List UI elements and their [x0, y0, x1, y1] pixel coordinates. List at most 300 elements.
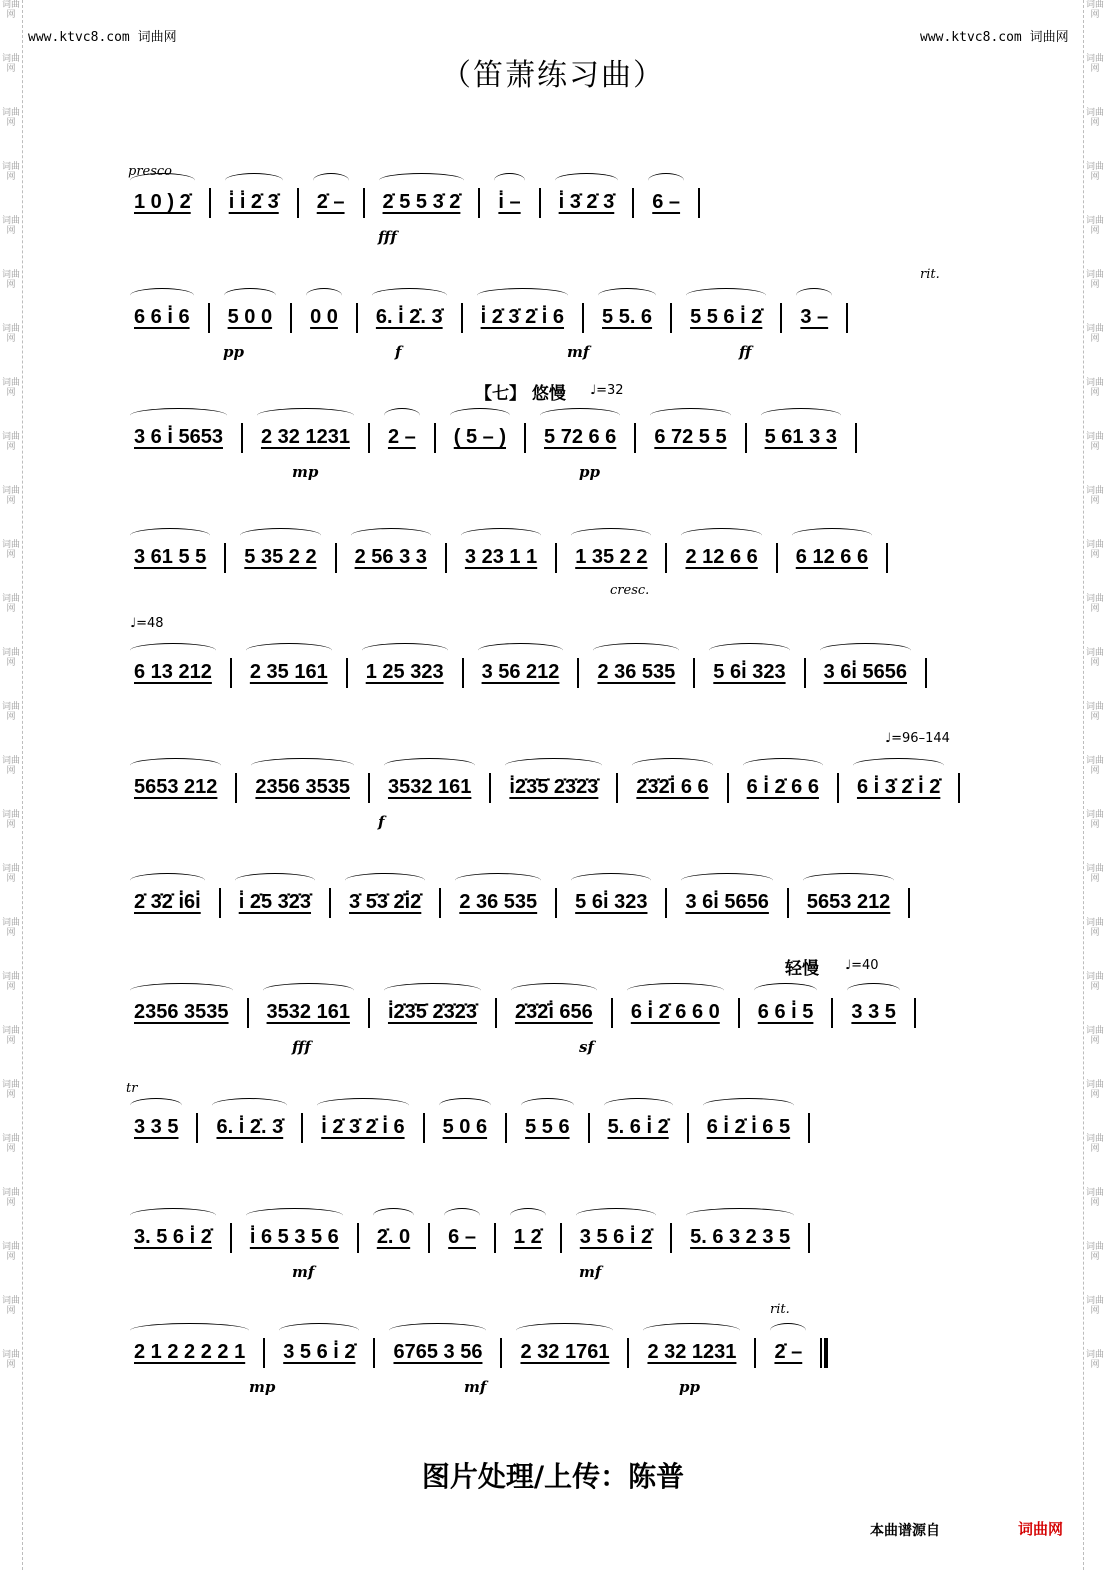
slur — [450, 408, 510, 423]
measure-notes: 2̇3̇2̇i̇ 656 — [514, 1001, 593, 1024]
measure — [230, 546, 330, 569]
notes-row — [120, 303, 1000, 333]
watermark-strip-text: 词曲网 — [1, 432, 20, 452]
slur — [455, 873, 541, 888]
measure — [638, 191, 694, 214]
slur — [709, 643, 789, 658]
barline — [611, 998, 613, 1028]
slur — [439, 1098, 491, 1113]
barline — [219, 888, 221, 918]
slur — [224, 288, 276, 303]
measure-notes: 6 6 i̇ 5 — [757, 1001, 814, 1024]
watermark-strip-text: 词曲网 — [1, 1350, 20, 1370]
barline — [665, 888, 667, 918]
measure-notes: 3 6 i̇ 5653 — [134, 426, 223, 449]
watermark-top-left — [28, 26, 177, 45]
left-watermark-strip — [0, 0, 23, 1570]
measure-notes: 2 12 6 6 — [685, 546, 758, 569]
measure — [296, 306, 352, 329]
notes-row — [120, 188, 1000, 218]
barline — [616, 773, 618, 803]
measure-notes: 3 61 5 5 — [134, 546, 207, 569]
staff-line — [120, 150, 1000, 246]
staff-line — [120, 731, 1000, 831]
watermark-strip-text: 词曲网 — [1, 594, 20, 614]
measure — [120, 191, 205, 214]
measure — [617, 1001, 734, 1024]
dynamic-mark: fff — [292, 1038, 311, 1056]
dynamic-mark: fff — [378, 228, 397, 246]
barline — [439, 888, 441, 918]
measure-notes: 5 35 2 2 — [244, 546, 317, 569]
barline — [241, 423, 243, 453]
watermark-strip-text: 词曲网 — [1085, 378, 1104, 398]
watermark-strip-text: 词曲网 — [1085, 486, 1104, 506]
watermark-strip-text: 词曲网 — [1, 378, 20, 398]
dynamic-mark: f — [378, 813, 385, 831]
measure — [495, 776, 612, 799]
slur — [251, 758, 354, 773]
right-watermark-strip — [1083, 0, 1106, 1570]
slur — [571, 528, 651, 543]
barline — [634, 423, 636, 453]
measure-notes: 2 32 1231 — [647, 1341, 737, 1364]
barline — [524, 423, 526, 453]
measure — [379, 1341, 496, 1364]
measure-notes: 5653 212 — [806, 891, 891, 914]
watermark-strip-text: 词曲网 — [1085, 1080, 1104, 1100]
slur — [345, 873, 425, 888]
measure — [484, 191, 534, 214]
watermark-strip-text: 词曲网 — [1, 324, 20, 344]
measure-notes: 2 – — [387, 426, 416, 449]
measure-notes: 3 – — [800, 306, 829, 329]
measure-notes: 2 35 161 — [249, 661, 328, 684]
measure-notes: 2̇ 5 5 3̇ 2̇ — [382, 191, 461, 214]
measure — [120, 1226, 226, 1249]
measure — [369, 191, 475, 214]
measure — [837, 1001, 909, 1024]
measure — [120, 1116, 192, 1139]
barline — [495, 998, 497, 1028]
measure — [352, 661, 458, 684]
notes-row — [120, 1113, 1000, 1143]
slur — [130, 873, 205, 888]
measure — [362, 306, 457, 329]
slur — [130, 758, 221, 773]
barline — [505, 1113, 507, 1143]
measure-notes: i̇2̇3̇5̇ 2̇3̇2̇3̇ — [387, 1001, 477, 1024]
barline — [687, 1113, 689, 1143]
staff-line — [120, 265, 1000, 361]
slur — [263, 983, 354, 998]
measure-notes: 2 36 535 — [459, 891, 538, 914]
measure-notes: 0 0 — [310, 306, 338, 329]
slur — [212, 1098, 287, 1113]
dynamic-mark: sf — [579, 1038, 594, 1056]
watermark-strip-text: 词曲网 — [1085, 270, 1104, 290]
notes-row — [120, 1338, 1000, 1368]
barline — [808, 1223, 810, 1253]
measure — [247, 426, 364, 449]
notes-row — [120, 888, 1000, 918]
measure-notes: 6 6 i̇ 6 — [134, 306, 190, 329]
watermark-strip-text: 词曲网 — [1085, 810, 1104, 830]
barline — [754, 1338, 756, 1368]
watermark-strip-text: 词曲网 — [1085, 918, 1104, 938]
measure — [253, 1001, 364, 1024]
watermark-strip-text: 词曲网 — [1085, 1242, 1104, 1262]
slur — [632, 758, 712, 773]
measure — [440, 426, 520, 449]
final-barline — [824, 1338, 828, 1368]
barline — [356, 303, 358, 333]
measure-notes: 6 i̇ 2̇ 6 6 0 — [630, 1001, 720, 1024]
watermark-strip-text: 词曲网 — [1, 972, 20, 992]
measure-notes: 3 3 5 — [134, 1116, 179, 1139]
slur — [650, 408, 730, 423]
measure-notes: 2356 3535 — [255, 776, 350, 799]
slur — [754, 983, 818, 998]
measure-notes: 2̇ 3̇2̇ i̇6i̇ — [134, 891, 201, 914]
measure — [202, 1116, 297, 1139]
measure-notes: 5 6i̇ 323 — [713, 661, 786, 684]
slur — [681, 873, 772, 888]
barline — [670, 303, 672, 333]
barline — [462, 658, 464, 688]
measure — [693, 1116, 804, 1139]
barline — [423, 1113, 425, 1143]
notes-row — [120, 423, 1000, 453]
barline — [208, 303, 210, 333]
measure — [588, 306, 666, 329]
barline — [855, 423, 857, 453]
barline — [837, 773, 839, 803]
slur — [246, 643, 332, 658]
slur — [225, 173, 283, 188]
slur — [130, 1098, 182, 1113]
tempo-marking: ♩=40 — [845, 958, 879, 973]
measure — [633, 1341, 750, 1364]
watermark-strip-text: 词曲网 — [1, 1296, 20, 1316]
measure — [561, 891, 661, 914]
measure-notes: 2 32 1231 — [260, 426, 350, 449]
slur — [604, 1098, 673, 1113]
slur — [540, 408, 620, 423]
measure-notes: 3 6i̇ 5656 — [685, 891, 769, 914]
slur — [792, 528, 872, 543]
barline — [693, 658, 695, 688]
measure — [751, 426, 851, 449]
measure-notes: 5 61 3 3 — [764, 426, 837, 449]
measure-notes: 2̇. 0 — [376, 1226, 411, 1249]
slur — [847, 983, 899, 998]
dynamic-mark: mf — [464, 1378, 487, 1396]
measure-notes: 6 13 212 — [134, 661, 212, 684]
barline — [290, 303, 292, 333]
dynamic-mark: mf — [567, 343, 590, 361]
slur — [598, 288, 656, 303]
measure — [120, 1341, 259, 1364]
slur — [681, 528, 761, 543]
slur — [461, 528, 541, 543]
watermark-strip-text: 词曲网 — [1085, 54, 1104, 74]
slur — [511, 983, 597, 998]
measure — [782, 546, 882, 569]
expression-mark: cresc. — [610, 583, 650, 598]
watermark-strip-text: 词曲网 — [1, 648, 20, 668]
barline — [357, 1223, 359, 1253]
measure — [374, 426, 430, 449]
staff-line — [120, 960, 1000, 1056]
slur — [643, 1323, 740, 1338]
watermark-strip-text: 词曲网 — [1085, 0, 1104, 20]
watermark-strip-text: 词曲网 — [1085, 1350, 1104, 1370]
slur — [389, 1323, 486, 1338]
measure-notes: 5 5 6 i̇ 2̇ — [690, 306, 763, 329]
measure — [786, 306, 842, 329]
barline — [434, 423, 436, 453]
slur — [130, 408, 227, 423]
watermark-strip-text: 词曲网 — [1, 918, 20, 938]
slur — [555, 173, 619, 188]
barline — [235, 773, 237, 803]
watermark-strip-text: 词曲网 — [1, 1242, 20, 1262]
expression-mark: rit. — [920, 267, 940, 282]
measure — [241, 776, 364, 799]
watermark-strip-text: 词曲网 — [1085, 702, 1104, 722]
watermark-strip-text: 词曲网 — [1085, 864, 1104, 884]
watermark-strip-text: 词曲网 — [1, 864, 20, 884]
measure — [214, 306, 286, 329]
measure-notes: i̇ – — [498, 191, 521, 214]
measure-notes: 3 56 212 — [481, 661, 560, 684]
measure-notes: 3 6i̇ 5656 — [823, 661, 908, 684]
measure — [120, 546, 220, 569]
measure — [566, 1226, 666, 1249]
measure-notes: 1 2̇ — [513, 1226, 542, 1249]
watermark-strip-text: 词曲网 — [1, 540, 20, 560]
watermark-strip-text: 词曲网 — [1085, 108, 1104, 128]
barline — [224, 543, 226, 573]
barline — [698, 188, 700, 218]
measure-notes: 3 5 6 i̇ 2̇ — [579, 1226, 653, 1249]
section-label: 【七】 悠慢 — [475, 384, 566, 404]
watermark-strip-text: 词曲网 — [1, 1080, 20, 1100]
dynamic-mark: mf — [292, 1263, 315, 1281]
measure — [451, 546, 551, 569]
barline — [368, 423, 370, 453]
barline — [445, 543, 447, 573]
watermark-strip-text: 词曲网 — [1085, 1296, 1104, 1316]
measure-notes: 5. 6 i̇ 2̇ — [607, 1116, 669, 1139]
measure — [622, 776, 722, 799]
watermark-strip-text: 词曲网 — [1085, 648, 1104, 668]
measure — [236, 661, 342, 684]
barline — [588, 1113, 590, 1143]
barline — [958, 773, 960, 803]
barline — [489, 773, 491, 803]
measure-notes: 2356 3535 — [134, 1001, 229, 1024]
measure-notes: 5 0 6 — [442, 1116, 488, 1139]
measure-notes: 2 32 1761 — [520, 1341, 610, 1364]
slur — [257, 408, 354, 423]
notes-row — [120, 543, 1000, 573]
slur — [373, 1208, 414, 1223]
watermark-strip-text: 词曲网 — [1085, 162, 1104, 182]
watermark-top-right — [920, 26, 1069, 45]
slur — [379, 173, 465, 188]
barline — [368, 998, 370, 1028]
barline — [363, 188, 365, 218]
barline — [346, 658, 348, 688]
barline — [831, 998, 833, 1028]
slur — [521, 1098, 573, 1113]
measure — [561, 546, 661, 569]
slur — [510, 1208, 546, 1223]
slur — [516, 1323, 613, 1338]
measure-notes: i̇ i̇ 2̇ 3̇ — [228, 191, 279, 214]
measure-notes: 1 0 ) 2̇ — [134, 191, 191, 214]
measure — [676, 306, 776, 329]
slur — [743, 758, 823, 773]
watermark-site-name: 词曲网 — [1029, 30, 1069, 45]
slur — [313, 173, 349, 188]
barline — [780, 303, 782, 333]
watermark-strip-text: 词曲网 — [1, 1134, 20, 1154]
notes-row — [120, 658, 1000, 688]
slur — [627, 983, 724, 998]
watermark-strip-text: 词曲网 — [1, 1026, 20, 1046]
barline — [247, 998, 249, 1028]
watermark-strip-text: 词曲网 — [1, 0, 20, 20]
watermark-strip-text: 词曲网 — [1085, 594, 1104, 614]
barline — [582, 303, 584, 333]
measure — [374, 1001, 491, 1024]
slur — [130, 643, 216, 658]
barline — [804, 658, 806, 688]
measure-notes: 5 6i̇ 323 — [575, 891, 648, 914]
slur — [820, 643, 911, 658]
measure — [303, 191, 359, 214]
measure-notes: 5 72 6 6 — [544, 426, 617, 449]
dynamic-mark: mf — [579, 1263, 602, 1281]
section-label: 轻慢 — [785, 959, 819, 979]
barline — [373, 1338, 375, 1368]
measure — [236, 1226, 353, 1249]
barline — [820, 1338, 822, 1368]
measure — [733, 776, 833, 799]
watermark-strip-text: 词曲网 — [1085, 432, 1104, 452]
measure-notes: 6 12 6 6 — [795, 546, 869, 569]
barline — [846, 303, 848, 333]
barline — [627, 1338, 629, 1368]
watermark-strip-text: 词曲网 — [1085, 972, 1104, 992]
slur — [571, 873, 651, 888]
barline — [297, 188, 299, 218]
barline — [776, 543, 778, 573]
barline — [494, 1223, 496, 1253]
measure — [215, 191, 293, 214]
barline — [301, 1113, 303, 1143]
slur — [351, 528, 431, 543]
slur — [686, 288, 766, 303]
slur — [362, 643, 448, 658]
measure-notes: 2̇ – — [316, 191, 345, 214]
slur — [384, 408, 420, 423]
measure — [335, 891, 435, 914]
watermark-strip-text: 词曲网 — [1085, 1134, 1104, 1154]
watermark-site-name: 词曲网 — [137, 30, 177, 45]
slur — [444, 1208, 480, 1223]
measure — [468, 661, 574, 684]
tempo-marking: ♩=48 — [130, 616, 164, 631]
staff-line — [120, 505, 1000, 601]
slur — [130, 983, 233, 998]
measure — [699, 661, 799, 684]
barline — [914, 998, 916, 1028]
slur — [770, 1323, 806, 1338]
slur — [384, 758, 475, 773]
measure-notes: 2̇ – — [774, 1341, 803, 1364]
measure-notes: i̇ 2̇5 3̇2̇3̇ — [238, 891, 312, 914]
measure-notes: ( 5 – ) — [453, 426, 507, 449]
tempo-marking: ♩=32 — [590, 383, 624, 398]
measure — [594, 1116, 683, 1139]
barline — [727, 773, 729, 803]
measure — [363, 1226, 424, 1249]
measure-notes: 5 5. 6 — [602, 306, 653, 329]
slur — [130, 1208, 216, 1223]
slur — [130, 528, 210, 543]
measure-notes: 3. 5 6 i̇ 2̇ — [134, 1226, 212, 1249]
watermark-strip-text: 词曲网 — [1085, 1188, 1104, 1208]
dynamic-mark: f — [395, 343, 402, 361]
measure — [744, 1001, 828, 1024]
watermark-strip-text: 词曲网 — [1, 216, 20, 236]
barline — [500, 1338, 502, 1368]
measure — [760, 1341, 816, 1364]
watermark-strip-text: 词曲网 — [1085, 324, 1104, 344]
barline — [263, 1338, 265, 1368]
barline — [368, 773, 370, 803]
barline — [632, 188, 634, 218]
source-site-link[interactable]: 词曲网 — [1018, 1520, 1064, 1538]
slur — [648, 173, 684, 188]
staff-line — [120, 1075, 1000, 1171]
measure — [307, 1116, 418, 1139]
notes-row — [120, 998, 1000, 1028]
source-label: 本曲谱源自 — [870, 1523, 940, 1539]
measure-notes: 6 – — [448, 1226, 476, 1249]
measure-notes: 5 0 0 — [227, 306, 273, 329]
slur — [761, 408, 841, 423]
measure-notes: 6 i̇ 3̇ 2̇ i̇ 2̇ — [856, 776, 941, 799]
barline — [478, 188, 480, 218]
measure — [810, 661, 921, 684]
watermark-strip-text: 词曲网 — [1, 702, 20, 722]
watermark-strip-text: 词曲网 — [1085, 1026, 1104, 1046]
barline — [461, 303, 463, 333]
dynamic-mark: mp — [292, 463, 319, 481]
measure-notes: 3 3 5 — [851, 1001, 896, 1024]
measure — [445, 891, 551, 914]
measure-notes: i̇ 2̇ 3̇ 2̇ i̇ 6 — [480, 306, 565, 329]
measure — [341, 546, 441, 569]
slur — [306, 288, 342, 303]
measure-notes: 3532 161 — [266, 1001, 350, 1024]
notes-row — [120, 773, 1000, 803]
